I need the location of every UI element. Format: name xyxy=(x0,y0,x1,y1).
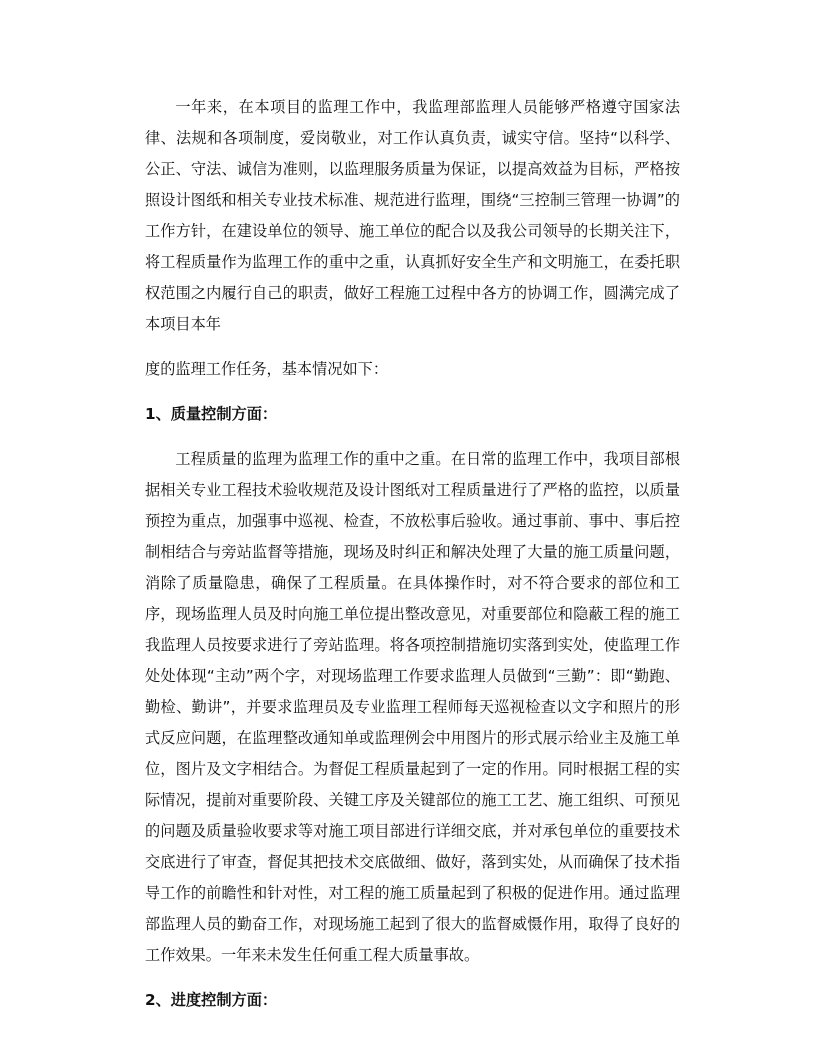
document-body xyxy=(145,92,680,1016)
intro-paragraph-tail: 度的监理工作任务，基本情况如下： xyxy=(145,360,388,378)
quality-control-paragraph: 工程质量的监理为监理工作的重中之重。在日常的监理工作中，我项目部根据相关专业工程技术验收规范及设计图纸对工程质量进行了严格的监控，以质量预控为重点，加强事中巡视、检查，不放松事后验收。通过事前、事中、事后控制相结合与旁站监督等措施，现场及时纠正和解决处理了大量的施工质量问题，消除了质量隐患，确保了工程质量。在具体操作时，对不符合要求的部位和工序，现场监理人员及时向施工单位提出整改意见，对重要部位和隐蔽工程的施工我监理人员按要求进行了旁站监理。将各项控制措施切实落到实处，使监理工作处处体现“主动”两个字，对现场监理工作要求监理人员做到“三勤”：即“勤跑、勤检、勤讲”，并要求监理员及专业监理工程师每天巡视检查以文字和照片的形式反应问题，在监理整改通知单或监理例会中用图片的形式展示给业主及施工单位，图片及文字相结合。为督促工程质量起到了一定的作用。同时根据工程的实际情况，提前对重要阶段、关键工序及关键部位的施工工艺、施工组织、可预见的问题及质量验收要求等对施工项目部进行详细交底，并对承包单位的重要技术交底进行了审查，督促其把技术交底做细、做好，落到实处，从而确保了技术指导工作的前瞻性和针对性，对工程的施工质量起到了积极的促进作用。通过监理部监理人员的勤奋工作，对现场施工起到了很大的监督威慑作用，取得了良好的工作效果。一年来未发生任何重工程大质量事故。 xyxy=(145,450,680,964)
section-heading-quality-control: 1、质量控制方面： xyxy=(145,405,278,423)
intro-paragraph: 一年来，在本项目的监理工作中，我监理部监理人员能够严格遵守国家法律、法规和各项制度，爱岗敬业，对工作认真负责，诚实守信。坚持“以科学、公正、守法、诚信为准则，以监理服务质量为保证，以提高效益为目标，严格按照设计图纸和相关专业技术标准、规范进行监理，围绕“三控制三管理一协调”的工作方针，在建设单位的领导、施工单位的配合以及我公司领导的长期关注下，将工程质量作为监理工作的重中之重，认真抓好安全生产和文明施工，在委托职权范围之内履行自己的职责，做好工程施工过程中各方的协调工作，圆满完成了本项目本年 xyxy=(145,98,680,333)
section-heading-progress-control: 2、进度控制方面： xyxy=(145,991,278,1009)
